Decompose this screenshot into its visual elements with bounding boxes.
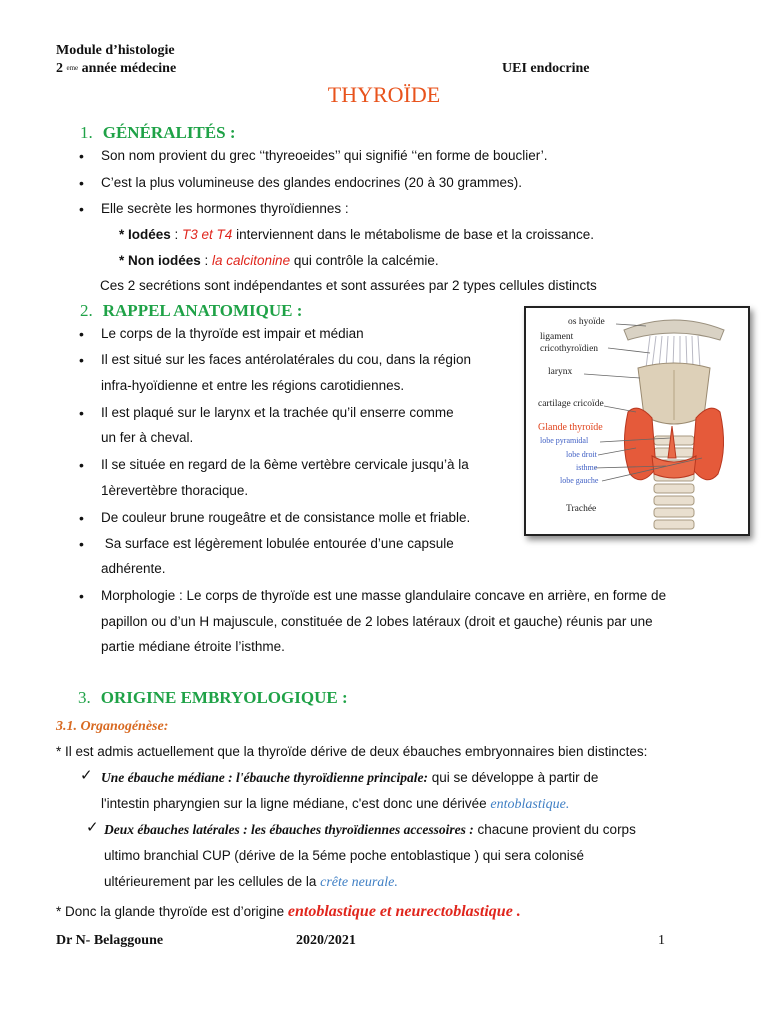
check-2-colored: crête neurale.: [320, 875, 398, 890]
label-cartilage-cricoide: cartilage cricoïde: [538, 399, 604, 409]
header-year-superscript: eme: [66, 64, 79, 72]
iodees-label: * Iodées: [119, 227, 171, 242]
section-3-1-heading: 3.1. Organogénèse:: [56, 719, 169, 734]
section-2-number: 2.: [80, 301, 93, 320]
section-2-bullet-2: • Il est situé sur les faces antérolatérales du cou, dans la région: [101, 347, 471, 373]
label-ligament: ligament: [540, 332, 574, 342]
checkmark-icon: ✓: [86, 819, 99, 836]
check-2-text: chacune provient du corps: [473, 822, 636, 837]
check-1-line-2-text: l'intestin pharyngien sur la ligne médiane, c'est donc une dérivée: [101, 796, 491, 811]
section-1-title: GÉNÉRALITÉS :: [102, 123, 236, 142]
section-3-conclusion: [56, 899, 521, 925]
page-number: 1: [658, 933, 665, 948]
section-2-bullet-7-line-3: partie médiane étroite l’isthme.: [101, 639, 285, 654]
label-lobe-pyramidal: lobe pyramidal: [540, 436, 589, 445]
section-2-heading: [80, 301, 302, 321]
check-1-colored: entoblastique.: [490, 797, 570, 812]
label-lobe-gauche: lobe gauche: [560, 476, 599, 485]
check-2-bold: Deux ébauches latérales : les ébauches thyroïdiennes accessoires :: [104, 822, 474, 837]
thyroid-left-lobe: [692, 408, 724, 480]
label-isthme: isthme: [576, 463, 598, 472]
section-1-bullet-3: • Elle secrète les hormones thyroïdiennes :: [101, 196, 349, 222]
iodees-text: interviennent dans le métabolisme de base et la croissance.: [232, 227, 595, 242]
thyroid-isthmus: [652, 456, 696, 478]
section-2-bullet-6: • Sa surface est légèrement lobulée entourée d’une capsule: [101, 531, 507, 557]
check-2-line-3: [104, 869, 398, 896]
section-2-bullet-1: • Le corps de la thyroïde est impair et médian: [101, 321, 364, 347]
check-1-bold: Une ébauche médiane : l'ébauche thyroïdienne principale:: [101, 770, 428, 785]
thyroid-anatomy-figure: [524, 306, 750, 536]
section-1-heading: [80, 123, 235, 143]
section-1-number: 1.: [80, 123, 93, 142]
check-2-line-1: [104, 817, 636, 843]
header-unit: UEI endocrine: [502, 61, 590, 76]
label-cricothyroidien: cricothyroïdien: [540, 344, 599, 354]
header-year-text: année médecine: [81, 61, 177, 76]
section-1-note: Ces 2 secrétions sont indépendantes et sont assurées par 2 types cellules distincts: [100, 278, 597, 293]
non-iodees-text: qui contrôle la calcémie.: [290, 253, 439, 268]
section-2-bullet-4-continued: 1èrevertèbre thoracique.: [101, 483, 249, 498]
label-larynx: larynx: [548, 367, 573, 377]
check-2-line-3-text: ultérieurement par les cellules de la: [104, 874, 321, 889]
check-2-line-2: ultimo branchial CUP (dérive de la 5éme poche entoblastique ) qui sera colonisé: [104, 848, 585, 863]
section-2-bullet-7: • Morphologie : Le corps de thyroïde est une masse glandulaire concave en arrière, en forme de: [101, 583, 666, 609]
check-1-line-1: [101, 765, 598, 791]
thyroid-right-lobe: [624, 408, 656, 480]
section-3-number: 3.: [78, 688, 91, 707]
section-2-bullet-2-continued: infra-hyoïdienne et entre les régions carotidiennes.: [101, 378, 405, 393]
conclusion-colored: entoblastique et neurectoblastique .: [287, 903, 521, 920]
header-module: Module d’histologie: [56, 43, 175, 58]
conclusion-text: * Donc la glande thyroïde est d’origine: [56, 904, 288, 919]
section-2-bullet-6-continued: adhérente.: [101, 561, 166, 576]
section-3-heading: [78, 688, 348, 708]
iodees-hormones: T3 et T4: [182, 227, 233, 242]
footer-author: Dr N- Belaggoune: [56, 933, 164, 948]
iodees-line: [119, 222, 594, 248]
section-2-title: RAPPEL ANATOMIQUE :: [102, 301, 303, 320]
label-os-hyoide: os hyoïde: [568, 317, 605, 327]
page-title: THYROÏDE: [327, 82, 441, 107]
section-3-intro: * Il est admis actuellement que la thyroïde dérive de deux ébauches embryonnaires bien distinctes:: [56, 744, 648, 759]
section-2-bullet-5: • De couleur brune rougeâtre et de consistance molle et friable.: [101, 505, 470, 531]
section-2-bullet-3-continued: un fer à cheval.: [101, 430, 194, 445]
section-2-bullet-4: • Il se située en regard de la 6ème vertèbre cervicale jusqu’à la: [101, 452, 469, 478]
iodees-separator: :: [170, 227, 183, 242]
header-year: [56, 61, 176, 77]
section-1-bullet-2: • C’est la plus volumineuse des glandes endocrines (20 à 30 grammes).: [101, 170, 522, 196]
label-trachee: Trachée: [566, 504, 597, 514]
section-2-bullet-7-line-2: papillon ou d’un H majuscule, constituée de 2 lobes latéraux (droit et gauche) réunis par une: [101, 614, 653, 629]
check-1-line-2: [101, 791, 569, 818]
section-2-bullet-3: • Il est plaqué sur le larynx et la trachée qu’il enserre comme: [101, 400, 454, 426]
checkmark-icon: ✓: [80, 767, 93, 784]
section-1-bullet-1: • Son nom provient du grec ‘‘thyreoeides’’ qui signifié ‘‘en forme de bouclier’.: [101, 143, 548, 169]
label-lobe-droit: lobe droit: [566, 450, 597, 459]
non-iodees-hormone: la calcitonine: [212, 253, 291, 268]
non-iodees-label: * Non iodées: [119, 253, 201, 268]
non-iodees-line: [119, 248, 439, 274]
non-iodees-separator: :: [200, 253, 213, 268]
footer-year: 2020/2021: [296, 933, 356, 948]
check-1-text: qui se développe à partir de: [427, 770, 599, 785]
label-glande-thyroide: Glande thyroïde: [538, 422, 603, 433]
section-3-title: ORIGINE EMBRYOLOGIQUE :: [100, 688, 348, 707]
header-year-number: 2: [56, 61, 63, 76]
